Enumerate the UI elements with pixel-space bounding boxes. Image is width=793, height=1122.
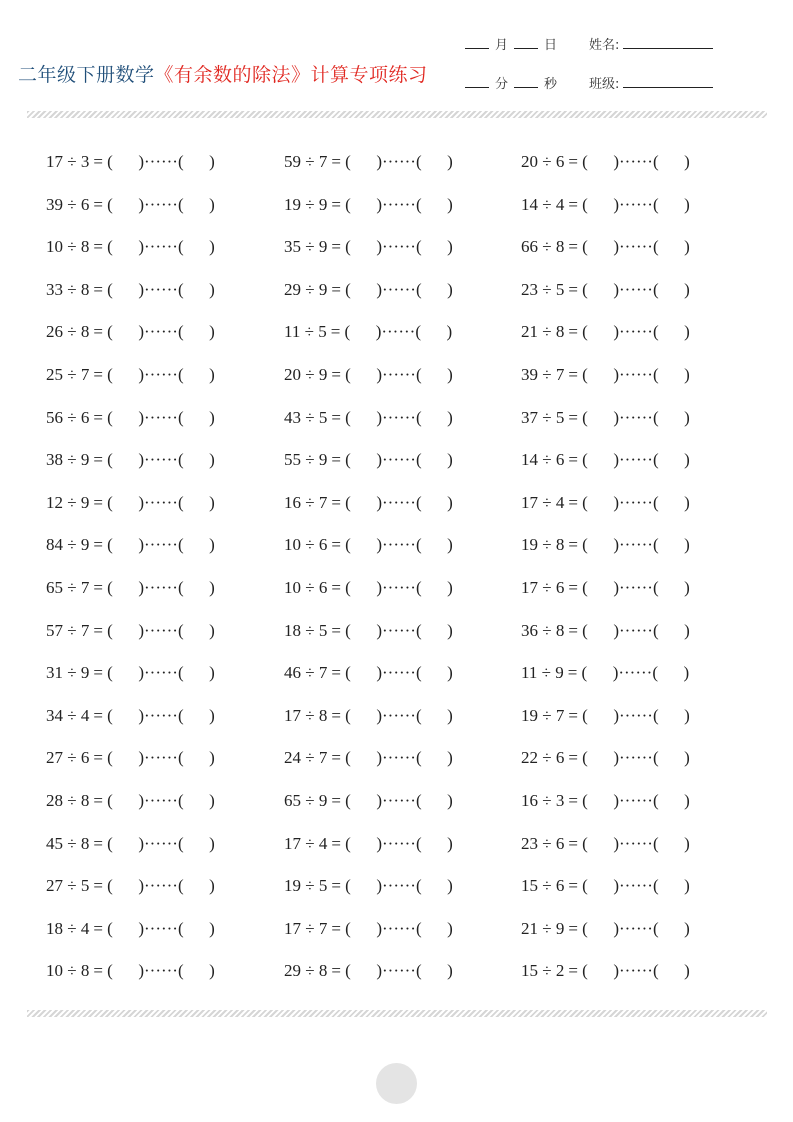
division-problem [46,237,215,257]
answer-blanks[interactable]: = ( )······( ) [93,407,215,427]
answer-blanks[interactable]: = ( )······( ) [331,279,453,299]
division-problem [521,791,690,811]
division-problem [46,663,215,683]
problem-expression: 22 ÷ 6 [521,748,565,768]
division-problem [521,535,690,555]
problem-expression: 19 ÷ 7 [521,705,565,725]
division-problem [521,152,690,172]
answer-blanks[interactable]: = ( )······( ) [93,152,215,171]
division-problem [284,919,453,939]
answer-blanks[interactable]: = ( )······( ) [93,450,215,470]
problem-expression: 37 ÷ 5 [521,407,565,427]
problem-expression: 17 ÷ 8 [284,705,328,725]
division-problem [46,578,215,598]
answer-blanks[interactable]: = ( )······( ) [93,791,215,810]
division-problem [521,578,690,598]
answer-blanks[interactable]: = ( )······( ) [93,492,215,512]
answer-blanks[interactable]: = ( )······( ) [93,876,215,896]
answer-blanks[interactable]: = ( )······( ) [568,365,690,384]
division-problem [46,919,215,939]
problem-expression: 16 ÷ 7 [284,492,328,512]
problem-expression: 45 ÷ 8 [46,833,90,853]
answer-blanks[interactable]: = ( )······( ) [331,365,453,384]
division-problem [46,365,215,385]
problem-expression: 17 ÷ 6 [521,578,565,597]
answer-blanks[interactable]: = ( )······( ) [568,748,690,768]
division-problem [46,706,215,726]
division-problem [284,322,452,342]
division-problem [284,791,453,811]
problem-expression: 24 ÷ 7 [284,748,328,768]
division-problem [46,493,215,513]
problem-expression: 26 ÷ 8 [46,322,90,342]
division-problem [521,876,690,896]
problem-expression: 19 ÷ 5 [284,876,328,896]
answer-blanks[interactable]: = ( )······( ) [331,833,453,853]
division-problem [521,365,690,385]
problem-expression: 65 ÷ 9 [284,791,328,810]
problem-expression: 17 ÷ 3 [46,152,90,171]
answer-blanks[interactable]: = ( )······( ) [331,152,453,171]
problem-expression: 66 ÷ 8 [521,237,565,257]
answer-blanks[interactable]: = ( )······( ) [93,705,215,725]
answer-blanks[interactable]: = ( )······( ) [93,918,215,938]
answer-blanks[interactable]: = ( )······( ) [331,918,453,938]
answer-blanks[interactable]: = ( )······( ) [568,961,690,981]
division-problem [284,535,453,555]
problem-expression: 15 ÷ 2 [521,961,565,981]
answer-blanks[interactable]: = ( )······( ) [568,535,690,555]
division-problem [46,195,215,215]
day-label: 日 [544,38,558,53]
problem-expression: 14 ÷ 6 [521,450,565,470]
answer-blanks[interactable]: = ( )······( ) [568,492,690,512]
minute-label: 分 [495,77,509,92]
answer-blanks[interactable]: = ( )······( ) [568,279,690,299]
answer-blanks[interactable]: = ( )······( ) [331,705,453,725]
division-problem [284,280,453,300]
problem-expression: 57 ÷ 7 [46,620,90,640]
division-problem [284,365,453,385]
answer-blanks[interactable]: = ( )······( ) [568,876,690,896]
answer-blanks[interactable]: = ( )······( ) [93,279,215,299]
page-number-badge [376,1063,417,1104]
answer-blanks[interactable]: = ( )······( ) [568,578,690,597]
answer-blanks[interactable]: = ( )······( ) [568,407,690,427]
division-problem [284,578,453,598]
problem-expression: 39 ÷ 6 [46,194,90,214]
problem-expression: 46 ÷ 7 [284,663,328,683]
answer-blanks[interactable]: = ( )······( ) [93,322,215,342]
division-problem [46,834,215,854]
answer-blanks[interactable]: = ( )······( ) [568,194,690,214]
division-problem [284,706,453,726]
answer-blanks[interactable]: = ( )······( ) [331,876,453,896]
answer-blanks[interactable]: = ( )······( ) [568,322,690,342]
problem-expression: 18 ÷ 5 [284,620,328,640]
problem-expression: 10 ÷ 8 [46,237,90,257]
division-problem [46,876,215,896]
answer-blanks[interactable]: = ( )······( ) [331,450,453,470]
answer-blanks[interactable]: = ( )······( ) [568,152,690,171]
problem-expression: 10 ÷ 8 [46,961,90,981]
problem-expression: 27 ÷ 5 [46,876,90,896]
problem-expression: 11 ÷ 9 [521,663,564,683]
title-grade: 二年级下册数学 [18,64,155,86]
problem-expression: 84 ÷ 9 [46,535,90,555]
problem-expression: 19 ÷ 8 [521,535,565,555]
problem-expression: 29 ÷ 9 [284,279,328,299]
division-problem [284,834,453,854]
problem-expression: 12 ÷ 9 [46,492,90,512]
division-problem [46,535,215,555]
problem-expression: 59 ÷ 7 [284,152,328,171]
division-problem [521,280,690,300]
problem-expression: 31 ÷ 9 [46,663,90,683]
division-problem [46,280,215,300]
answer-blanks[interactable]: = ( )······( ) [568,705,690,725]
division-problem [521,961,690,981]
answer-blanks[interactable]: = ( )······( ) [568,237,690,257]
division-problem [284,961,453,981]
division-problem [46,450,215,470]
problem-expression: 21 ÷ 8 [521,322,565,342]
division-problem [284,663,453,683]
division-problem [46,152,215,172]
division-problem [284,195,453,215]
answer-blanks[interactable]: = ( )······( ) [93,620,215,640]
problem-expression: 36 ÷ 8 [521,620,565,640]
division-problem [521,195,690,215]
name-label: 姓名: [589,38,620,53]
problem-expression: 20 ÷ 9 [284,365,328,384]
problem-expression: 14 ÷ 4 [521,194,565,214]
division-problem [284,408,453,428]
second-label: 秒 [544,77,558,92]
answer-blanks[interactable]: = ( )······( ) [93,237,215,257]
problem-expression: 56 ÷ 6 [46,407,90,427]
division-problem [284,237,453,257]
division-problem [521,748,690,768]
answer-blanks[interactable]: = ( )······( ) [568,620,690,640]
problem-expression: 29 ÷ 8 [284,961,328,981]
title-topic: 《有余数的除法》计算专项练习 [154,64,428,86]
problem-expression: 17 ÷ 4 [284,833,328,853]
problem-expression: 27 ÷ 6 [46,748,90,768]
answer-blanks[interactable]: = ( )······( ) [331,407,453,427]
division-problem [521,450,690,470]
answer-blanks[interactable]: = ( )······( ) [93,578,215,597]
answer-blanks[interactable]: = ( )······( ) [93,961,215,981]
answer-blanks[interactable]: = ( )······( ) [568,791,690,810]
problem-expression: 39 ÷ 7 [521,365,565,384]
problem-expression: 33 ÷ 8 [46,279,90,299]
problem-expression: 17 ÷ 7 [284,918,328,938]
answer-blanks[interactable]: = ( )······( ) [93,748,215,768]
problem-expression: 16 ÷ 3 [521,791,565,810]
answer-blanks[interactable]: = ( )······( ) [331,663,453,683]
problem-expression: 28 ÷ 8 [46,791,90,810]
division-problem [284,450,453,470]
division-problem [284,748,453,768]
problem-expression: 17 ÷ 4 [521,492,565,512]
division-problem [284,493,453,513]
answer-blanks[interactable]: = ( )······( ) [93,365,215,384]
answer-blanks[interactable]: = ( )······( ) [330,322,453,342]
division-problem [46,791,215,811]
problem-expression: 23 ÷ 6 [521,833,565,853]
division-problem [46,408,215,428]
answer-blanks[interactable]: = ( )······( ) [568,833,690,853]
division-problem [521,237,690,257]
problem-expression: 21 ÷ 9 [521,918,565,938]
division-problem [521,493,690,513]
problem-expression: 15 ÷ 6 [521,876,565,896]
month-label: 月 [495,38,509,53]
division-problem [46,961,215,981]
problem-expression: 55 ÷ 9 [284,450,328,470]
problem-expression: 10 ÷ 6 [284,535,328,555]
class-label: 班级: [589,77,620,92]
division-problem [284,876,453,896]
answer-blanks[interactable]: = ( )······( ) [93,535,215,555]
problem-expression: 10 ÷ 6 [284,578,328,597]
problem-expression: 34 ÷ 4 [46,705,90,725]
division-problem [46,621,215,641]
problem-expression: 19 ÷ 9 [284,194,328,214]
answer-blanks[interactable]: = ( )······( ) [331,961,453,981]
answer-blanks[interactable]: = ( )······( ) [93,663,215,683]
division-problem [46,748,215,768]
division-problem [521,663,689,683]
answer-blanks[interactable]: = ( )······( ) [567,663,690,683]
problem-expression: 35 ÷ 9 [284,237,328,257]
bottom-divider [27,1010,767,1017]
answer-blanks[interactable]: = ( )······( ) [331,620,453,640]
division-problem [521,919,690,939]
answer-blanks[interactable]: = ( )······( ) [331,748,453,768]
problem-expression: 38 ÷ 9 [46,450,90,470]
answer-blanks[interactable]: = ( )······( ) [568,450,690,470]
division-problem [284,152,453,172]
answer-blanks[interactable]: = ( )······( ) [568,918,690,938]
answer-blanks[interactable]: = ( )······( ) [93,833,215,853]
division-problem [521,621,690,641]
problem-expression: 11 ÷ 5 [284,322,327,342]
answer-blanks[interactable]: = ( )······( ) [331,535,453,555]
division-problem [521,408,690,428]
division-problem [521,322,690,342]
problem-expression: 43 ÷ 5 [284,407,328,427]
problem-expression: 65 ÷ 7 [46,578,90,597]
problem-expression: 25 ÷ 7 [46,365,90,384]
problem-expression: 20 ÷ 6 [521,152,565,171]
problem-expression: 23 ÷ 5 [521,279,565,299]
answer-blanks[interactable]: = ( )······( ) [331,237,453,257]
answer-blanks[interactable]: = ( )······( ) [93,194,215,214]
division-problem [46,322,215,342]
division-problem [521,834,690,854]
answer-blanks[interactable]: = ( )······( ) [331,492,453,512]
division-problem [284,621,453,641]
problem-expression: 18 ÷ 4 [46,918,90,938]
answer-blanks[interactable]: = ( )······( ) [331,194,453,214]
division-problem [521,706,690,726]
answer-blanks[interactable]: = ( )······( ) [331,578,453,597]
answer-blanks[interactable]: = ( )······( ) [331,791,453,810]
